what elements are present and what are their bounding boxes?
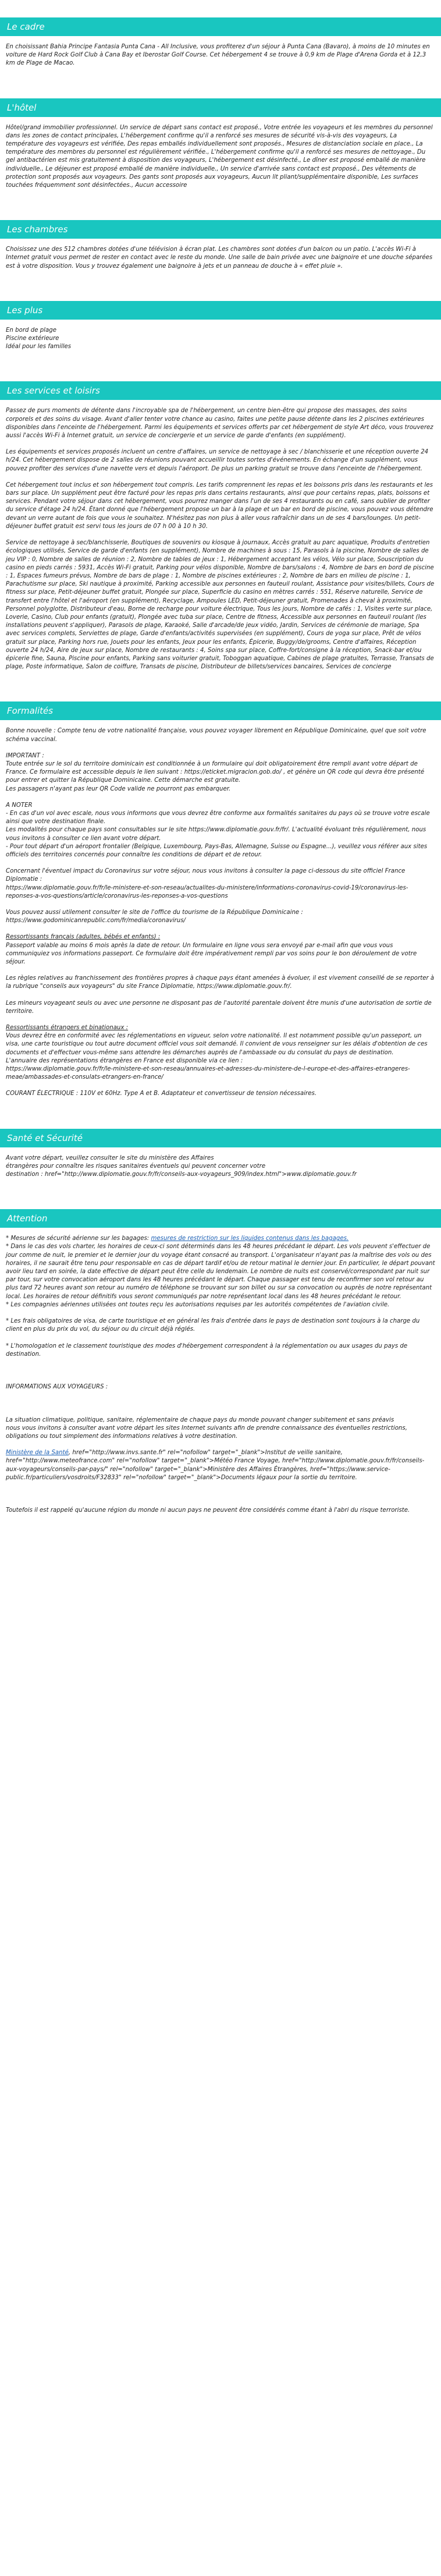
section-title: Les chambres [0,220,441,239]
underlined-heading: Ressortissants français (adultes, bébés et enfants) : [6,934,161,941]
paragraph: * Les frais obligatoires de visa, de carte touristique et en général les frais d'entrée dans le pays de destination sont toujours à la charge du client en plus du prix du vol, du séjour ou du circuit déjà réglés. [6,1318,420,1333]
paragraph: Ressortissants français (adultes, bébés et enfants) : Passeport valable au moins 6 mois après la date de retour. Un formulaire en ligne vous sera envoyé par e-mail afin que vous vous communiquiez vos informations passeport. Ce formulaire doit être impérativement rempli par vos soins pour le bon déroulement de votre séjour. [6,934,417,966]
paragraph: IMPORTANT : Toute entrée sur le sol du territoire dominicain est conditionnée à un formulaire qui doit obligatoirement être rempli avant votre départ de France. Ce formulaire est accessible depuis le lien suivant : https://eticket.migracion.gob.do/ , et génère un QR code qui devra être présenté pour entrer et quitter la République Dominicaine. Cette démarche est gratuite. Les passagers n'ayant pas leur QR Code valide ne pourront pas embarquer. [6,752,425,792]
paragraph: En choisissant Bahia Principe Fantasia Punta Cana - All Inclusive, vous profiterez d'un séjour à Punta Cana (Bavaro), à moins de 10 minutes en voiture de Hard Rock Golf Club à Cana Bay et Iberostar Golf Course. Cet hébergement 4 se trouve à 0,9 km de Plage d'Arena Gorda et à 12,3 km de Plage de Macao. [6,44,430,67]
section-title: Le cadre [0,17,441,36]
section-les-chambres [0,220,441,271]
section-attention [0,1209,441,1515]
section-le-cadre [0,17,441,68]
paragraph: Concernant l'éventuel impact du Coronavirus sur votre séjour, nous vous invitons à consulter la page ci-dessous du site officiel France Diplomatie : https://www.diplomatie.gouv.fr/fr/le-ministere-et-son-reseau/actualites-du-ministere/informations-coronavirus-covid-19/coronavirus-les-reponses-a-vos-questions/article/coronavirus-les-reponses-a-vos-questions [6,868,408,899]
paragraph: COURANT ÉLECTRIQUE : 110V et 60Hz. Type A et B. Adaptateur et convertisseur de tension nécessaires. [6,1090,317,1097]
feature-item: En bord de plage [6,327,56,334]
section-body [0,43,441,68]
paragraph: Vous pouvez aussi utilement consulter le site de l'office du tourisme de la République Dominicaine : https://www.godominicanrepublic.com/fr/media/coronavirus/ [6,909,303,924]
paragraph: Toutefois il est rappelé qu'aucune région du monde ni aucun pays ne peuvent être considérés comme étant à l'abri du risque terroriste. [6,1507,410,1514]
section-title: Santé et Sécurité [0,1129,441,1147]
paragraph [6,1490,435,1498]
section-title: Formalités [0,701,441,720]
feature-item: Piscine extérieure [6,335,59,342]
paragraph: A NOTER - En cas d'un vol avec escale, nous vous informons que vous devrez être conforme aux formalités sanitaires du pays où se trouve votre escale ainsi que votre destination finale. Les modalités pour chaque pays sont consultables sur le site https://www.diplomatie.gouv.fr/fr/. L'actualité évoluant très régulièrement, nous vous invitons à consulter ce lien avant votre départ. - Pour tout départ d'un aéroport frontalier (Belgique, Luxembourg, Pays-Bas, Allemagne, Suisse ou Espagne...), veuillez vous référer aux sites officiels des territoires concernés pour connaître les conditions de départ et de retour. [6,802,430,858]
paragraph: Les mineurs voyageant seuls ou avec une personne ne disposant pas de l'autorité parentale doivent être munis d'une autorisation de sortie de territoire. [6,1000,432,1015]
paragraph: Hôtel/grand immobilier professionnel. Un service de départ sans contact est proposé., Votre entrée les voyageurs et les membres du personnel dans les zones de contact principales, L'hébergement confirme qu'il a renforcé ses mesures de sécurité vis-à-vis des voyageurs, La température des voyageurs est vérifiée, Des repas emballés individuellement sont proposés., Mesures de distanciation sociale en place., La température des membres du personnel est régulièrement vérifiée., L'hébergement confirme qu'il a renforcé ses mesures de nettoyage., Du gel antibactérien est mis gratuitement à disposition des voyageurs, L'hébergement est désinfecté., Le dîner est proposé emballé de manière individuelle., Le déjeuner est proposé emballé de manière individuelle., Un service d'arrivée sans contact est proposé., Des vêtements de protection sont proposés aux voyageurs. Des gants sont proposés aux voyageurs, Aucun lit pliant/supplémentaire disponible, Les surfaces touchées fréquemment sont désinfectées., Aucun accessoire [6,124,433,189]
feature-item: Idéal pour les familles [6,343,72,350]
paragraph: * Mesures de sécurité aérienne sur les bagages: mesures de restriction sur les liquides contenus dans les bagages. * Dans le cas des vols charter, les horaires de ceux-ci sont déterminés dans les 48 heures précédant le départ. Les vols peuvent s'effectuer de jour comme de nuit, le premier et le dernier jour du voyage étant consacré au transport. L'organisateur n'ayant pas la maîtrise des vols ou des horaires, il ne saurait être tenu pour responsable en cas de départ tardif et/ou de retour matinal le dernier jour. En particulier, le départ pouvant avoir lieu tard en soirée, la date effective de départ peut être celle du lendemain. Le nombre de nuits est conservé/correspondant par nuit sur par tour, sur votre convocation aéroport dans les 48 heures précédant le départ. Chaque passager est tenu de reconfirmer son vol retour au plus tard 72 heures avant son retour au numéro de téléphone se trouvant sur son billet ou sur sa convocation ou auprès de notre représentant local. Les horaires de retour définitifs vous seront communiqués par notre représentant local dans les 48 heures précédant le retour. * Les compagnies aériennes utilisées ont toutes reçu les autorisations requises par les autorités compétentes de l'aviation civile. [6,1235,435,1308]
paragraph: Choisissez une des 512 chambres dotées d'une télévision à écran plat. Les chambres sont dotées d'un balcon ou un patio. L'accès Wi-Fi à Internet gratuit vous permet de rester en contact avec le reste du monde. Une salle de bain privée avec une baignoire et une douche séparées est à votre disposition. Vous y trouvez également une baignoire à jets et un panneau de douche à « effet pluie ». [6,246,433,270]
section-body [0,327,441,352]
section-title: Les services et loisirs [0,381,441,400]
section-body [0,1154,441,1179]
section-les-plus [0,301,441,352]
text-link[interactable]: mesures de restriction sur les liquides contenus dans les bagages. [151,1235,349,1242]
paragraph: Les règles relatives au franchissement des frontières propres à chaque pays étant amenées à évoluer, il est vivement conseillé de se reporter à la rubrique "conseils aux voyageurs" du site France Diplomatie, https://www.diplomatie.gouv.fr/. [6,975,435,990]
paragraph: Ministère de la Santé, href="http://www.invs.sante.fr" rel="nofollow" target="_blank">Institut de veille sanitaire, href="http://www.meteofrance.com" rel="nofollow" target="_blank">Météo France Voyage, href="http://www.diplomatie.gouv.fr/fr/conseils-aux-voyageurs/conseils-par-pays/" rel="nofollow" target="_blank">Ministère des Affaires Étrangères, href="https://www.service-public.fr/particuliers/vosdroits/F32833" rel="nofollow" target="_blank">Documents légaux pour la sortie du territoire. [6,1450,425,1481]
underlined-heading: Ressortissants étrangers et binationaux : [6,1025,129,1032]
paragraph: Avant votre départ, veuillez consulter le site du ministère des Affaires étrangères pour connaître les risques sanitaires éventuels qui peuvent concerner votre destination : href="http://www.diplomatie.gouv.fr/fr/conseils-aux-voyageurs_909/index.html">www.diplomatie.gouv.fr [6,1154,357,1178]
section-title: Les plus [0,301,441,320]
section-title: Attention [0,1209,441,1228]
section-sante-et-securite [0,1129,441,1179]
paragraph: INFORMATIONS AUX VOYAGEURS : [6,1384,108,1391]
section-body [0,727,441,1098]
paragraph: Ressortissants étrangers et binationaux : Vous devrez être en conformité avec les réglementations en vigueur, selon votre nationalité. Il est notamment possible qu'un passeport, un visa, une carte touristique ou tout autre document officiel vous soit demandé. Il convient de vous renseigner sur les délais d'obtention de ces documents et d'effectuer vous-même sans attendre les démarches auprès de l'ambassade ou du consulat du pays de destination. L'annuaire des représentations étrangères en France est disponible via ce lien : https://www.diplomatie.gouv.fr/fr/le-ministere-et-son-reseau/annuaires-et-adresses-du-ministere-de-l-europe-et-des-affaires-etrangeres-meae/ambassades-et-consulats-etrangers-en-france/ [6,1025,428,1081]
paragraph: Bonne nouvelle : Compte tenu de votre nationalité française, vous pouvez voyager librement en République Dominicaine, quel que soit votre schéma vaccinal. [6,728,426,743]
paragraph: * L'homologation et le classement touristique des modes d'hébergement correspondent à la réglementation ou aux usages du pays de destination. [6,1342,408,1358]
section-les-services-et-loisirs [0,381,441,671]
section-body [0,1235,441,1515]
text-link[interactable]: Ministère de la Santé [6,1450,69,1457]
paragraph: La situation climatique, politique, sanitaire, réglementaire de chaque pays du monde pouvant changer subitement et sans préavis nous vous invitons à consulter avant votre départ les sites Internet suivants afin de prendre connaissance des éventuelles restrictions, obligations ou tout simplement des informations relatives à votre destination. [6,1416,407,1440]
section-formalites [0,701,441,1098]
section-body [0,407,441,671]
section-body [0,124,441,190]
paragraph [6,1367,435,1375]
paragraph: Passez de purs moments de détente dans l'incroyable spa de l'hébergement, un centre bien-être qui propose des massages, des soins corporels et des soins du visage. Avant d'aller tenter votre chance au casino, faites une petite pause détente dans les 2 piscines extérieures disponibles dans l'enceinte de l'hébergement. Parmi les équipements et services offerts par cet hébergement de style Art déco, vous trouverez aussi l'accès Wi-Fi à Internet gratuit, un service de conciergerie et un service de garde d'enfants (en supplément). [6,408,433,440]
section-body [0,246,441,271]
paragraph [6,1399,435,1408]
paragraph: Cet hébergement tout inclus et son hébergement tout compris. Les tarifs comprennent les repas et les boissons pris dans les restaurants et les bars sur place. Un supplément peut être facturé pour les repas pris dans certains restaurants, ainsi que pour certains repas, plats, boissons et services. Pendant votre séjour dans cet hébergement, vous pourrez manger dans l'un de ses 4 restaurants ou en café, sans oublier de profiter du service d'étage 24 h/24. Étant donné que l'hébergement propose un bar à la plage et un bar en bord de piscine, vous pouvez vous détendre devant un verre autant de fois que vous le souhaitez. N'hésitez pas non plus à aller vous rafraîchir dans un de ses 4 bars/lounges. Un petit-déjeuner buffet gratuit est servi tous les jours de 07 h 00 à 10 h 30. [6,481,433,530]
paragraph: Service de nettoyage à sec/blanchisserie, Boutiques de souvenirs ou kiosque à journaux, Accès gratuit au parc aquatique, Produits d'entretien écologiques utilisés, Service de garde d'enfants (en supplément), Nombre de machines à sous : 15, Parasols à la piscine, Nombre de salles de jeu VIP : 0, Nombre de salles de réunion : 2, Nombre de tables de jeux : 1, Hébergement acceptant les vélos, Vélo sur place, Souscription du casino en pieds carrés : 5931, Accès Wi-Fi gratuit, Parking pour vélos disponible, Nombre de bars/salons : 4, Nombre de bars en bord de piscine : 1, Espaces fumeurs prévus, Nombre de bars de plage : 1, Nombre de piscines extérieures : 2, Nombre de bars en milieu de piscine : 1, Parachutisme sur place, Ski nautique à proximité, Parking accessible aux personnes en fauteuil roulant, Assistance pour visites/billets, Cours de fitness sur place, Petit-déjeuner buffet gratuit, Plongée sur place, Superficie du casino en mètres carrés : 551, Réserve naturelle, Service de transfert entre l'hôtel et l'aéroport (en supplément), Recyclage, Ampoules LED, Petit-déjeuner gratuit, Promenades à cheval à proximité, Personnel polyglotte, Distributeur d'eau, Borne de recharge pour voiture électrique, Tous les jours, Nombre de cafés : 1, Visites verte sur place, Loverie, Casino, Club pour enfants (gratuit), Plongée avec tuba sur place, Centre de fitness, Accessible aux personnes en fauteuil roulant (les installations peuvent s'appliquer), Parasols de plage, Karaoké, Salle d'arcade/de jeux vidéo, Jardin, Services de cérémonie de mariage, Spa avec services complets, Serviettes de plage, Garde d'enfants/activités supervisées (en supplément), Cours de yoga sur place, Prêt de vélos gratuit sur place, Parking hors rue, Jouets pour les enfants, Jeux pour les enfants, Épicerie, Buggy/de/grooms, Centre d'affaires, Réception ouverte 24 h/24, Aire de jeux sur place, Nombre de restaurants : 4, Soins spa sur place, Coffre-fort/consigne à la réception, Snack-bar et/ou épicerie fine, Sauna, Piscine pour enfants, Parking sans voiturier gratuit, Toboggan aquatique, Cabines de plage gratuites, Terrasse, Transats de plage, Poste informatique, Salon de coiffure, Transats de piscine, Distributeur de billets/services bancaires, Services de concierge [6,540,435,671]
paragraph: Les équipements et services proposés incluent un centre d'affaires, un service de nettoyage à sec / blanchisserie et une réception ouverte 24 h/24. Cet hébergement dispose de 2 salles de réunions pouvant accueillir toutes sortes d'événements. En échange d'un supplément, vous pouvez profiter des services d'une navette vers et depuis l'aéroport. De plus un parking gratuit se trouve dans l'enceinte de l'hébergement. [6,449,429,472]
section-title: L'hôtel [0,98,441,117]
section-l-hotel [0,98,441,190]
